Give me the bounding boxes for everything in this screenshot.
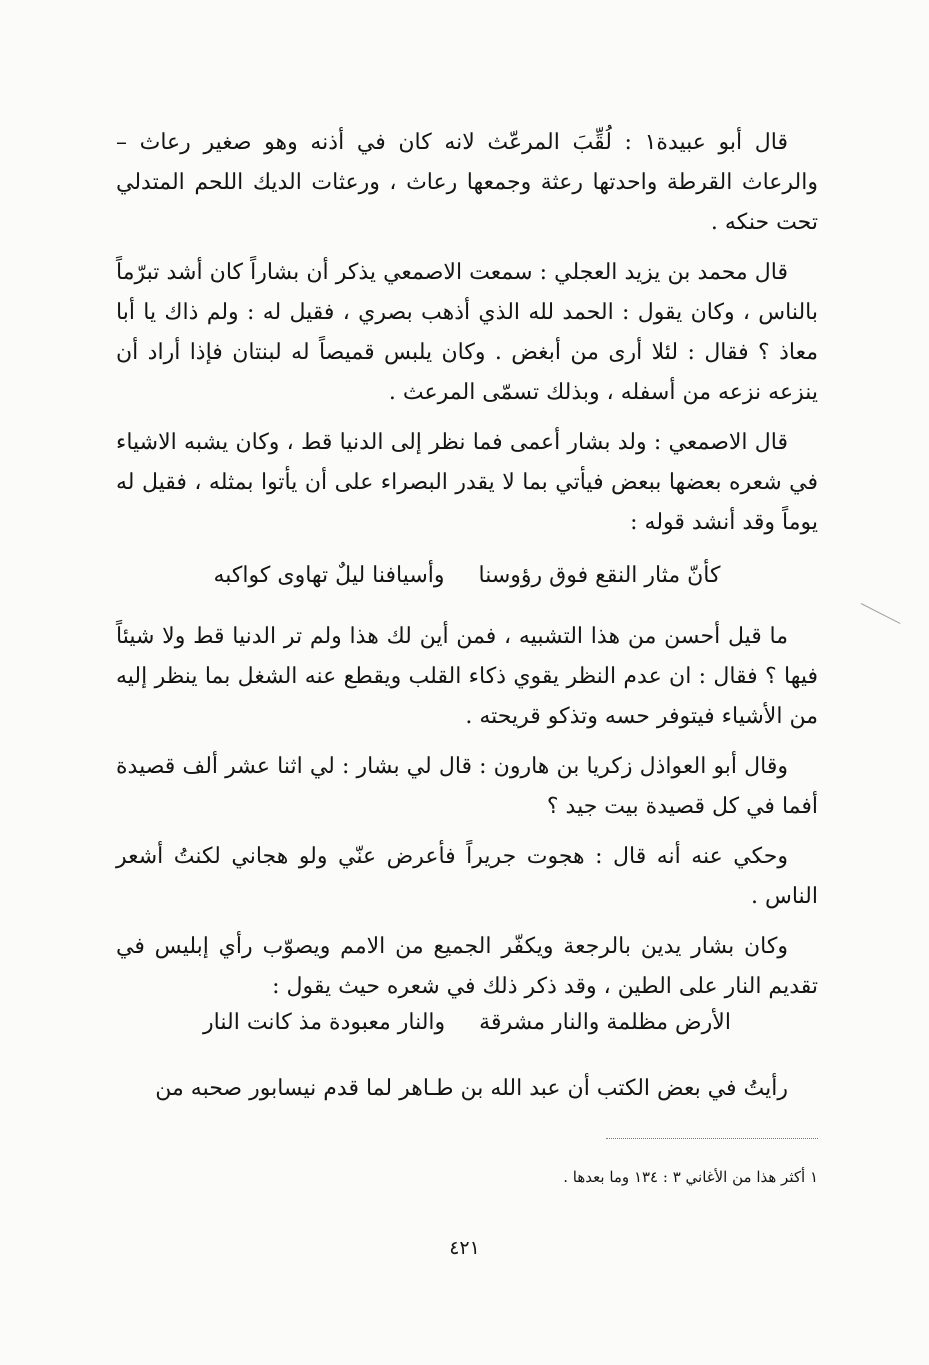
verse-second-hemistich: والنار معبودة مذ كانت النار [203, 1010, 446, 1035]
footnote-divider [606, 1138, 818, 1139]
text-block-upper [116, 123, 818, 543]
paragraph-al-ijli: قال محمد بن يزيد العجلي : سمعت الاصمعي يذكر أن بشاراً كان أشد تبرّماً بالناس ، وكان يقول : الحمد لله الذي أذهب بصري ، فقيل له : ولم ذاك يا أبا معاذ ؟ فقال : لئلا أرى من أبغض . وكان يلبس قميصاً له لبنتان فإذا أراد أن ينزعه نزعه من أسفله ، وبذلك تسمّى المرعث . [116, 260, 818, 405]
footnote: ١ أكثر هذا من الأغاني ٣ : ١٣٤ وما بعدها . [563, 1168, 818, 1186]
paragraph-jarir: وحكي عنه أنه قال : هجوت جريراً فأعرض عنّي ولو هجاني لكنتُ أشعر الناس . [116, 844, 818, 909]
paragraph-reply: ما قيل أحسن من هذا التشبيه ، فمن أين لك هذا ولم تر الدنيا قط ولا شيئاً فيها ؟ فقال : ان عدم النظر يقوي ذكاء القلب ويقطع عنه الشغل بما ينظر إليه من الأشياء فيتوفر حسه وتذكو قريحته . [116, 624, 818, 729]
verse-first-hemistich: الأرض مظلمة والنار مشرقة [479, 1010, 731, 1035]
paragraph-abu-al-awadhil: وقال أبو العواذل زكريا بن هارون : قال لي بشار : لي اثنا عشر ألف قصيدة أفما في كل قصيدة بيت جيد ؟ [116, 754, 818, 819]
paragraph-al-asmai: قال الاصمعي : ولد بشار أعمى فما نظر إلى الدنيا قط ، وكان يشبه الاشياء في شعره بعضها ببعض فيأتي بما لا يقدر البصراء على أن يأتوا بمثله ، فقيل له يوماً وقد أنشد قوله : [116, 430, 818, 535]
verse-line [116, 556, 818, 596]
text-block-middle [116, 617, 818, 1007]
text-block-lower [116, 1069, 818, 1109]
paragraph-laqab: قال أبو عبيدة١ : لُقِّبَ المرعّث لانه كان في أذنه وهو صغير رعاث – والرعاث القرطة واحدتها رعثة وجمعها رعاث ، ورعثات الديك اللحم المتدلي تحت حنكه . [116, 130, 818, 235]
verse-line [116, 1003, 818, 1043]
page-number: ٤٢١ [449, 1237, 480, 1259]
verse-first-hemistich: كأنّ مثار النقع فوق رؤوسنا [478, 563, 721, 588]
paragraph-ibn-tahir: رأيتُ في بعض الكتب أن عبد الله بن طـاهر لما قدم نيسابور صحبه من [155, 1076, 788, 1101]
paragraph-iblis: وكان بشار يدين بالرجعة ويكفّر الجميع من الامم ويصوّب رأي إبليس في تقديم النار على الطين ، وقد ذكر ذلك في شعره حيث يقول : [116, 934, 818, 999]
verse-second-hemistich: وأسيافنا ليلٌ تهاوى كواكبه [213, 563, 445, 588]
scan-mark [861, 603, 901, 624]
